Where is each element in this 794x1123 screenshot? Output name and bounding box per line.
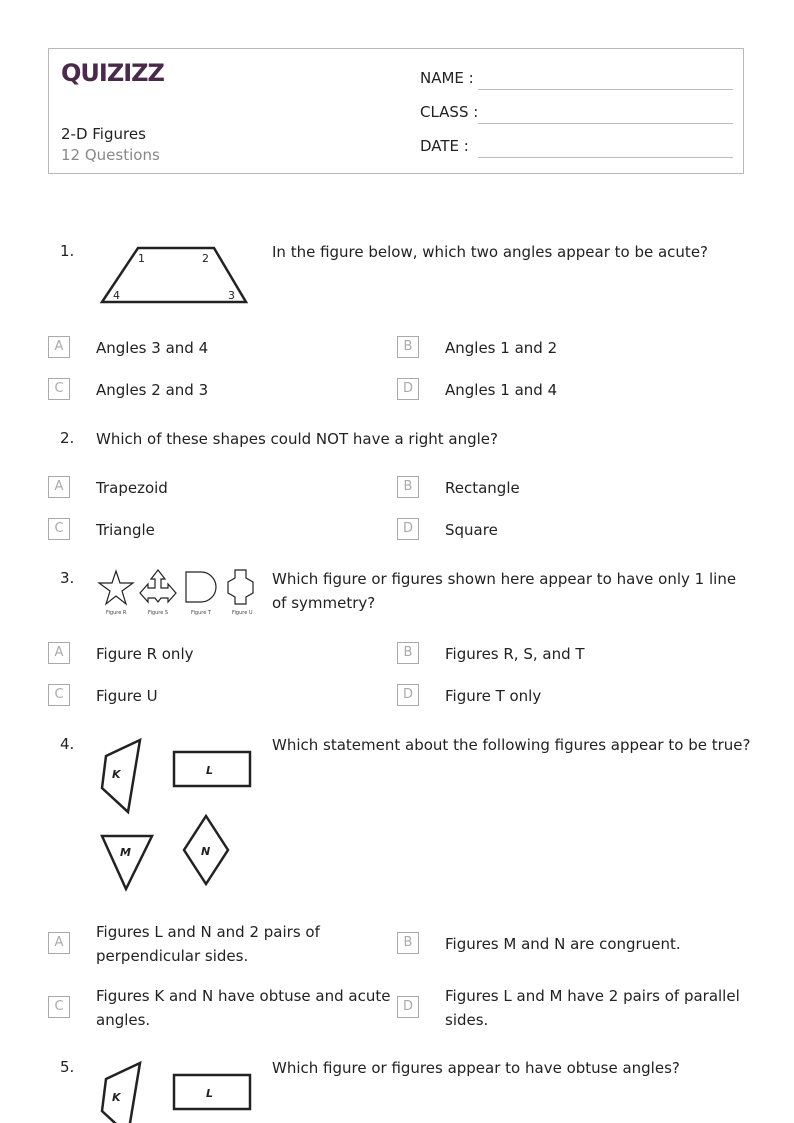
option-c-box[interactable]: C bbox=[48, 684, 70, 706]
option-d-text: Figure T only bbox=[445, 687, 542, 705]
question-number: 2. bbox=[60, 429, 75, 447]
option-a-text: Figure R only bbox=[96, 645, 194, 663]
svg-text:4: 4 bbox=[113, 289, 120, 302]
kl-figures bbox=[96, 1057, 256, 1123]
symmetry-figures bbox=[96, 566, 256, 618]
svg-text:Figure R: Figure R bbox=[106, 610, 127, 616]
svg-text:Figure U: Figure U bbox=[232, 610, 253, 616]
trapezoid-figure bbox=[98, 240, 252, 310]
option-b-text: Rectangle bbox=[445, 479, 520, 497]
option-b-box[interactable]: B bbox=[397, 476, 419, 498]
option-d-box[interactable]: D bbox=[397, 518, 419, 540]
svg-text:1: 1 bbox=[138, 252, 145, 265]
date-field[interactable] bbox=[478, 157, 733, 158]
svg-text:Figure T: Figure T bbox=[191, 610, 211, 616]
option-b-text: Angles 1 and 2 bbox=[445, 339, 558, 357]
option-c-box[interactable]: C bbox=[48, 378, 70, 400]
svg-text:M: M bbox=[120, 846, 131, 859]
question-number: 3. bbox=[60, 569, 75, 587]
option-a-box[interactable]: A bbox=[48, 476, 70, 498]
option-a-box[interactable]: A bbox=[48, 642, 70, 664]
option-b-box[interactable]: B bbox=[397, 642, 419, 664]
svg-text:Figure S: Figure S bbox=[148, 610, 169, 616]
option-d-text: Angles 1 and 4 bbox=[445, 381, 558, 399]
option-a-text: Trapezoid bbox=[96, 479, 168, 497]
question-text: Which statement about the following figures appear to be true? bbox=[272, 736, 751, 754]
name-field[interactable] bbox=[478, 89, 733, 90]
option-a-box[interactable]: A bbox=[48, 932, 70, 954]
option-a-text: Angles 3 and 4 bbox=[96, 339, 209, 357]
svg-text:K: K bbox=[112, 768, 121, 781]
question-text: Which figure or figures appear to have obtuse angles? bbox=[272, 1059, 680, 1077]
class-field[interactable] bbox=[478, 123, 733, 124]
option-b-text: Figures M and N are congruent. bbox=[445, 935, 681, 953]
option-a-text-continued: perpendicular sides. bbox=[96, 947, 249, 965]
option-c-text-continued: angles. bbox=[96, 1011, 151, 1029]
question-text: Which figure or figures shown here appear to have only 1 line bbox=[272, 570, 737, 588]
svg-text:3: 3 bbox=[228, 289, 235, 302]
svg-text:2: 2 bbox=[202, 252, 209, 265]
question-text-continued: of symmetry? bbox=[272, 594, 376, 612]
svg-text:QUIZIZZ: QUIZIZZ bbox=[61, 59, 164, 87]
option-d-box[interactable]: D bbox=[397, 684, 419, 706]
worksheet-header bbox=[48, 48, 744, 174]
option-c-text: Angles 2 and 3 bbox=[96, 381, 209, 399]
option-d-box[interactable]: D bbox=[397, 378, 419, 400]
svg-text:N: N bbox=[201, 845, 211, 858]
option-b-text: Figures R, S, and T bbox=[445, 645, 585, 663]
option-b-box[interactable]: B bbox=[397, 336, 419, 358]
option-c-box[interactable]: C bbox=[48, 518, 70, 540]
svg-text:L: L bbox=[206, 1087, 214, 1100]
quizizz-logo bbox=[61, 57, 164, 87]
svg-text:K: K bbox=[112, 1091, 121, 1104]
question-number: 1. bbox=[60, 242, 75, 260]
option-d-text: Square bbox=[445, 521, 498, 539]
option-c-box[interactable]: C bbox=[48, 996, 70, 1018]
option-d-text-continued: sides. bbox=[445, 1011, 489, 1029]
option-b-box[interactable]: B bbox=[397, 932, 419, 954]
date-label: DATE : bbox=[420, 137, 469, 155]
worksheet-title: 2-D Figures bbox=[61, 125, 146, 143]
option-d-text: Figures L and M have 2 pairs of parallel bbox=[445, 987, 740, 1005]
kmln-figures bbox=[96, 734, 256, 896]
option-c-text: Figures K and N have obtuse and acute bbox=[96, 987, 391, 1005]
question-count: 12 Questions bbox=[61, 146, 160, 164]
question-number: 5. bbox=[60, 1058, 75, 1076]
question-text: In the figure below, which two angles appear to be acute? bbox=[272, 243, 709, 261]
option-a-box[interactable]: A bbox=[48, 336, 70, 358]
svg-text:L: L bbox=[206, 764, 214, 777]
question-text: Which of these shapes could NOT have a right angle? bbox=[96, 430, 498, 448]
question-number: 4. bbox=[60, 735, 75, 753]
option-c-text: Figure U bbox=[96, 687, 158, 705]
name-label: NAME : bbox=[420, 69, 474, 87]
class-label: CLASS : bbox=[420, 103, 479, 121]
option-c-text: Triangle bbox=[96, 521, 155, 539]
option-d-box[interactable]: D bbox=[397, 996, 419, 1018]
option-a-text: Figures L and N and 2 pairs of bbox=[96, 923, 320, 941]
